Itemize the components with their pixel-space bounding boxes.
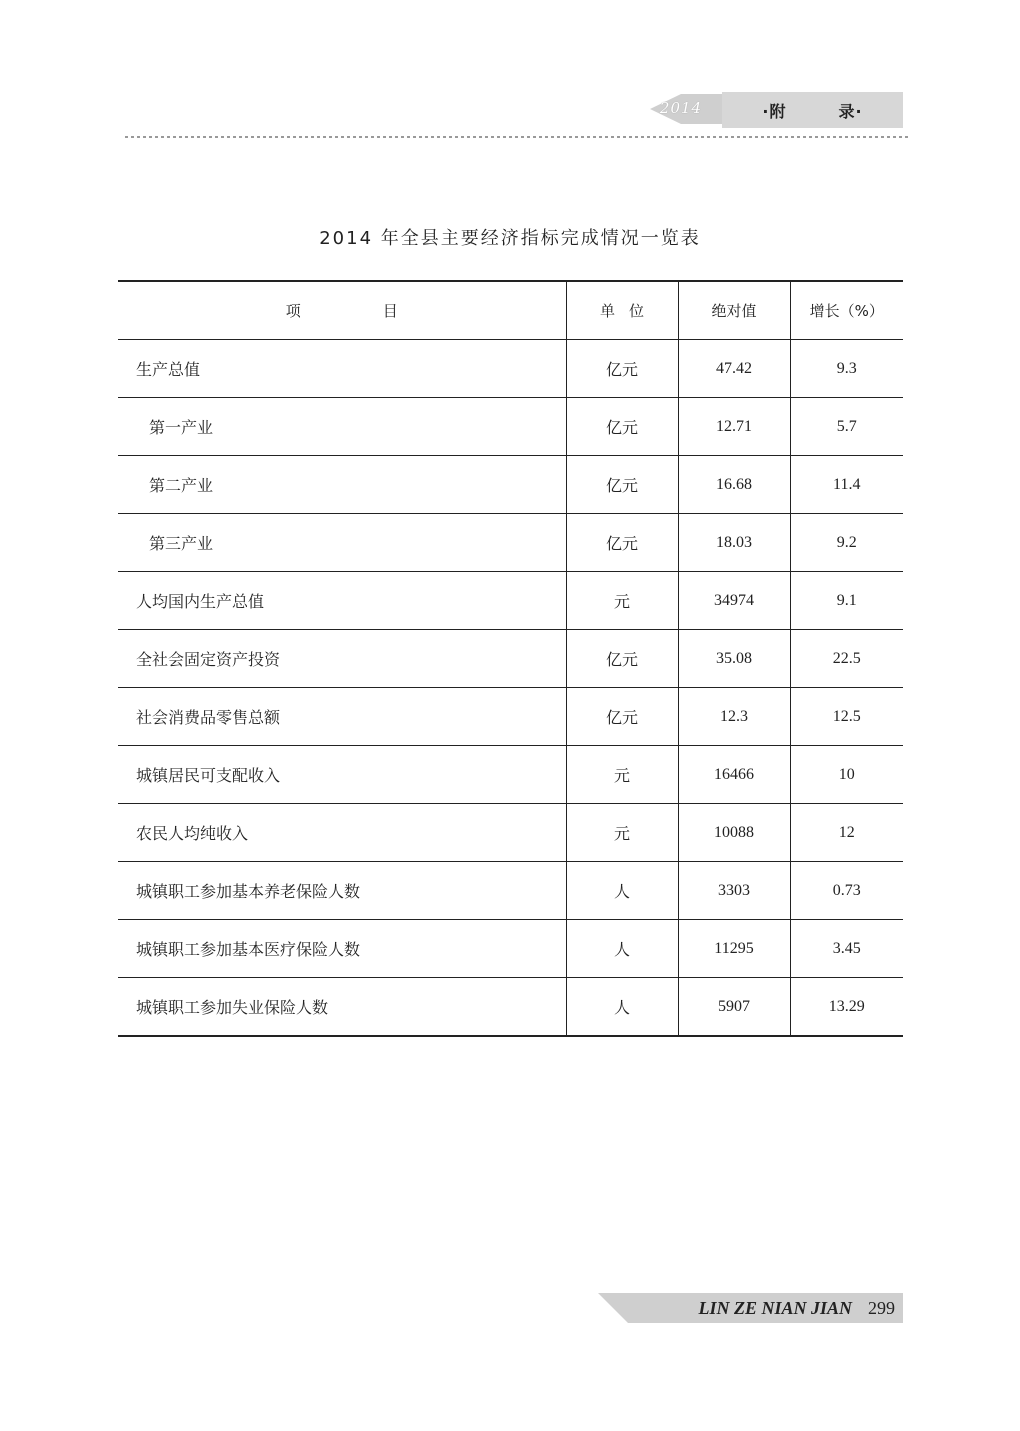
page-number: 299	[868, 1297, 895, 1318]
row-growth: 10	[790, 746, 903, 804]
table-row	[118, 920, 903, 978]
row-value: 12.71	[678, 398, 790, 456]
row-growth: 9.2	[790, 514, 903, 572]
row-value: 18.03	[678, 514, 790, 572]
table-row	[118, 572, 903, 630]
row-value: 47.42	[678, 340, 790, 398]
row-unit: 亿元	[566, 688, 678, 746]
row-name: 城镇居民可支配收入	[118, 746, 566, 804]
row-unit: 亿元	[566, 398, 678, 456]
row-unit: 人	[566, 920, 678, 978]
section-tab	[722, 92, 903, 128]
row-name: 生产总值	[118, 340, 566, 398]
section-label-left: ·附	[762, 101, 787, 121]
row-value: 5907	[678, 978, 790, 1037]
page-title: 2014 年全县主要经济指标完成情况一览表	[319, 228, 701, 249]
table-row	[118, 456, 903, 514]
table-row	[118, 688, 903, 746]
row-name: 第三产业	[118, 514, 566, 572]
indicator-table	[118, 280, 903, 1037]
header-dotted-rule	[125, 134, 911, 140]
row-growth: 3.45	[790, 920, 903, 978]
row-value: 16466	[678, 746, 790, 804]
row-growth: 9.1	[790, 572, 903, 630]
row-unit: 元	[566, 746, 678, 804]
row-growth: 9.3	[790, 340, 903, 398]
row-unit: 亿元	[566, 340, 678, 398]
row-unit: 元	[566, 572, 678, 630]
row-name: 社会消费品零售总额	[118, 688, 566, 746]
table-row	[118, 804, 903, 862]
row-name: 全社会固定资产投资	[118, 630, 566, 688]
table-row	[118, 340, 903, 398]
header-item	[118, 281, 566, 340]
row-unit: 亿元	[566, 514, 678, 572]
row-value: 16.68	[678, 456, 790, 514]
footer-title: LIN ZE NIAN JIAN	[698, 1297, 852, 1318]
table-row	[118, 978, 903, 1037]
header-item-right: 目	[382, 302, 398, 320]
row-name: 人均国内生产总值	[118, 572, 566, 630]
row-name: 第二产业	[118, 456, 566, 514]
row-unit: 元	[566, 804, 678, 862]
header-unit	[566, 281, 678, 340]
header-unit-left: 单	[599, 302, 615, 320]
row-growth: 5.7	[790, 398, 903, 456]
row-value: 10088	[678, 804, 790, 862]
table-row	[118, 746, 903, 804]
row-growth: 12	[790, 804, 903, 862]
row-unit: 亿元	[566, 630, 678, 688]
row-growth: 22.5	[790, 630, 903, 688]
row-unit: 亿元	[566, 456, 678, 514]
header-absolute: 绝对值	[678, 281, 790, 340]
row-name: 城镇职工参加基本医疗保险人数	[118, 920, 566, 978]
row-growth: 13.29	[790, 978, 903, 1037]
row-unit: 人	[566, 978, 678, 1037]
row-name: 城镇职工参加基本养老保险人数	[118, 862, 566, 920]
header-unit-right: 位	[629, 302, 645, 320]
header-growth: 增长（%）	[790, 281, 903, 340]
table-row	[118, 630, 903, 688]
footer	[598, 1293, 903, 1323]
row-name: 农民人均纯收入	[118, 804, 566, 862]
row-value: 11295	[678, 920, 790, 978]
row-name: 城镇职工参加失业保险人数	[136, 998, 329, 1017]
table-row	[118, 514, 903, 572]
table-row	[118, 862, 903, 920]
row-value: 35.08	[678, 630, 790, 688]
table-header-row	[118, 281, 903, 340]
year-badge-text: 2014	[659, 99, 703, 117]
year-badge	[640, 92, 722, 126]
table-row	[118, 398, 903, 456]
section-label-right: 录·	[838, 101, 863, 121]
row-growth: 0.73	[790, 862, 903, 920]
row-value: 12.3	[678, 688, 790, 746]
row-value: 3303	[678, 862, 790, 920]
row-growth: 11.4	[790, 456, 903, 514]
row-unit: 人	[566, 862, 678, 920]
header-item-left: 项	[285, 302, 301, 320]
row-growth: 12.5	[790, 688, 903, 746]
row-name: 第一产业	[118, 398, 566, 456]
row-value: 34974	[678, 572, 790, 630]
